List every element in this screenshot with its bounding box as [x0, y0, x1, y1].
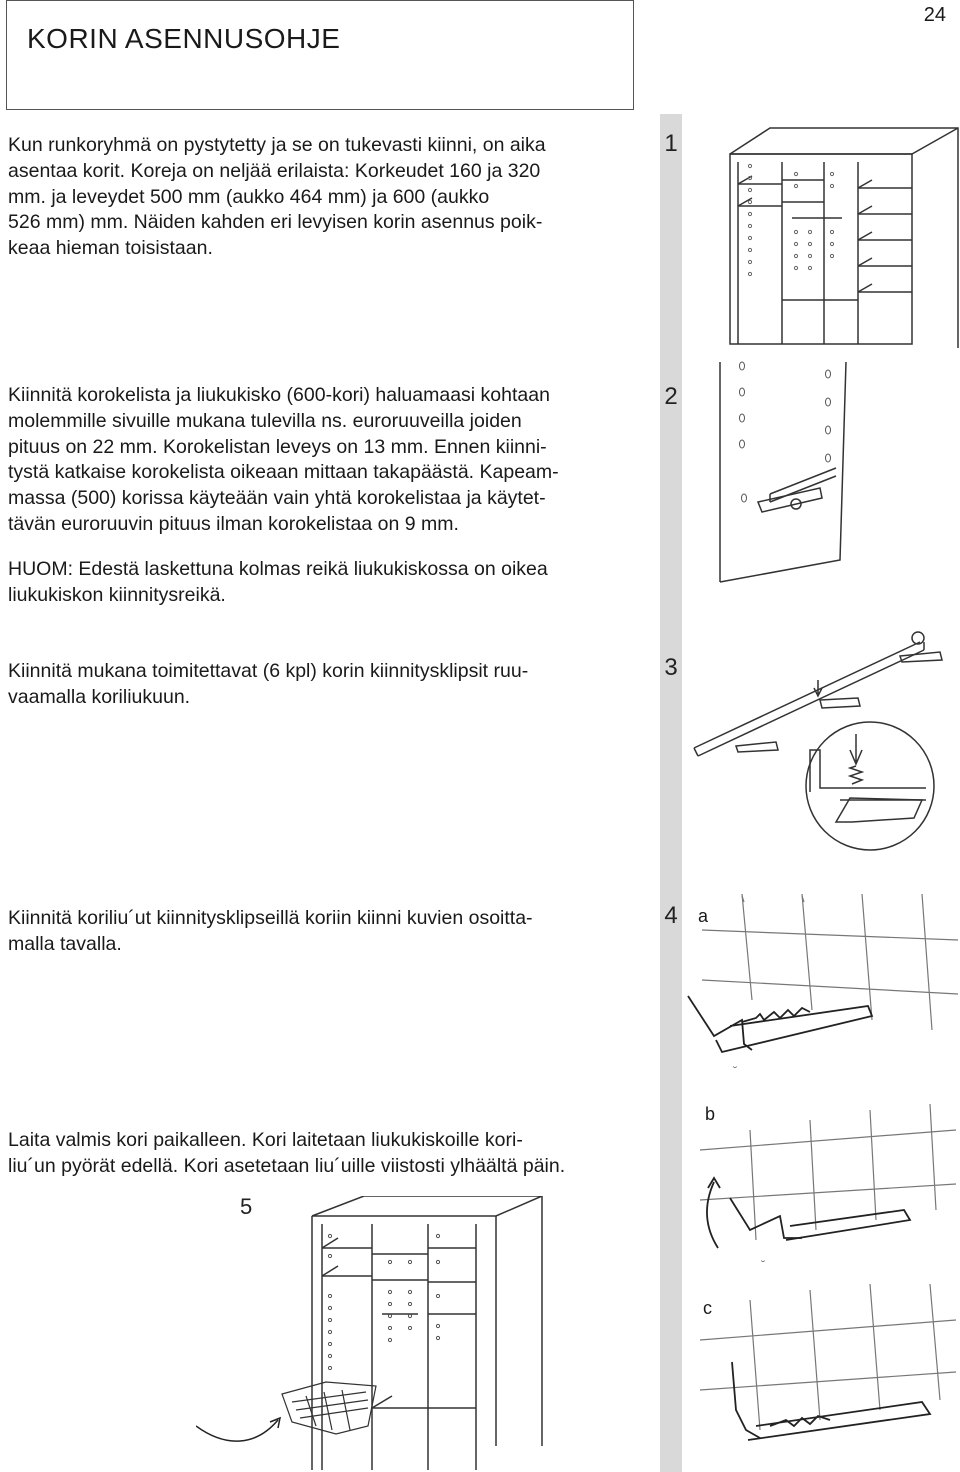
text-line: pituus on 22 mm. Korokelistan leveys on 13 mm. Ennen kiinni-: [8, 435, 547, 458]
text-line: liu´un pyörät edellä. Kori asetetaan liu´uille viistosti ylhäältä päin.: [8, 1154, 566, 1177]
sub-label-a: a: [698, 906, 709, 926]
basket-placement-illustration: [196, 1196, 556, 1472]
clip-attachment-c-illustration: [690, 1280, 960, 1460]
rail-mounting-illustration: [710, 358, 960, 590]
cabinet-illustration: [712, 122, 960, 350]
page-number: 24: [923, 4, 946, 26]
text-line: keaa hieman toisistaan.: [8, 237, 213, 260]
title-box: [6, 0, 634, 110]
text-line: Kiinnitä mukana toimitettavat (6 kpl) korin kiinnitysklipsit ruu-: [8, 660, 529, 682]
sub-label-b: b: [705, 1104, 716, 1124]
text-line: tävän euroruuvin pituus ilman korokelistaa on 9 mm.: [8, 512, 459, 535]
rails-paragraph: [8, 383, 559, 538]
text-line: malla tavalla.: [8, 932, 122, 955]
text-line: Kun runkoryhmä on pystytetty ja se on tukevasti kiinni, on aika: [8, 134, 546, 156]
text-line: HUOM: Edestä laskettuna kolmas reikä liukukiskossa on oikea: [8, 558, 548, 580]
text-line: tystä katkaise korokelista oikeaan mittaan takapäästä. Kapeam-: [8, 461, 559, 484]
text-line: molemmille sivuille mukana tulevilla ns. euroruuveilla joiden: [8, 409, 522, 432]
step-number-5: 5: [240, 1194, 253, 1219]
clips-paragraph: [8, 659, 528, 711]
text-line: mm. ja leveydet 500 mm (aukko 464 mm) ja 600 (aukko: [8, 185, 490, 208]
clip-fastening-illustration: [690, 622, 960, 854]
step-number-4: 4: [664, 902, 678, 929]
clip-attachment-b-illustration: [690, 1100, 960, 1272]
text-line: 526 mm) mm. Näiden kahden eri levyisen korin asennus poik-: [8, 211, 543, 234]
text-line: Kiinnitä korokelista ja liukukisko (600-kori) haluamaasi kohtaan: [8, 384, 550, 406]
note-paragraph: [8, 557, 548, 609]
clip-attachment-a-illustration: [682, 890, 960, 1080]
text-line: Laita valmis kori paikalleen. Kori laitetaan liukukiskoille kori-: [8, 1129, 523, 1151]
text-line: vaamalla koriliukuun.: [8, 685, 191, 708]
place-paragraph: [8, 1128, 565, 1180]
step-number-2: 2: [664, 383, 678, 410]
step-number-3: 3: [664, 654, 678, 681]
sub-label-c: c: [703, 1298, 712, 1318]
svg-text:˘: ˘: [760, 1259, 766, 1272]
page-title: KORIN ASENNUSOHJE: [27, 23, 341, 54]
text-line: liukukiskon kiinnitysreikä.: [8, 583, 226, 606]
step-number-1: 1: [664, 130, 678, 157]
attach-paragraph: [8, 906, 533, 958]
intro-paragraph: [8, 133, 546, 262]
text-line: asentaa korit. Koreja on neljää erilaista: Korkeudet 160 ja 320: [8, 159, 541, 182]
svg-text:˘: ˘: [732, 1065, 738, 1079]
text-line: massa (500) korissa käyteään vain yhtä korokelistaa ja käytet-: [8, 487, 546, 510]
text-line: Kiinnitä koriliu´ut kiinnitysklipseillä koriin kiinni kuvien osoitta-: [8, 907, 533, 929]
step-sidebar: [660, 114, 682, 1472]
